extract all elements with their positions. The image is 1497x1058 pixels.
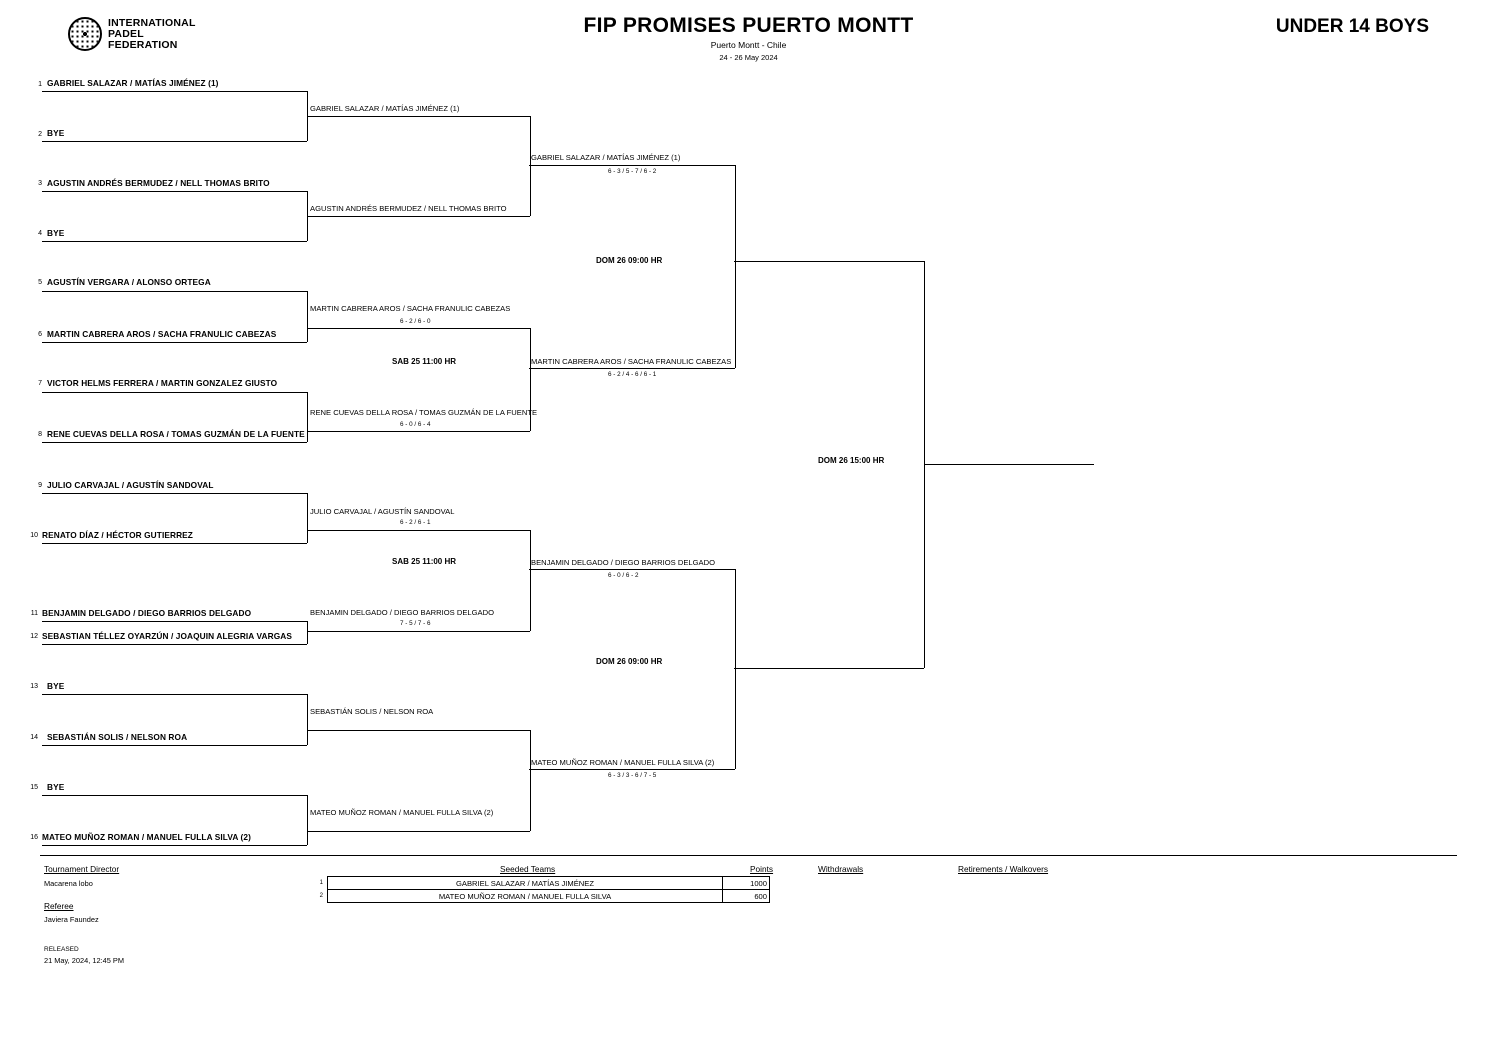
round1-entry: BYE — [47, 228, 65, 238]
seed-number: 14 — [30, 734, 38, 741]
round2-entry: BENJAMIN DELGADO / DIEGO BARRIOS DELGADO — [310, 608, 494, 617]
round2-entry: MARTIN CABRERA AROS / SACHA FRANULIC CABEZAS — [310, 304, 511, 313]
bracket-line — [307, 493, 308, 543]
withdrawals-label: Withdrawals — [818, 864, 864, 874]
footer-divider — [40, 855, 1457, 856]
bracket-line — [530, 730, 531, 831]
bracket-line — [529, 368, 735, 369]
bracket-line — [42, 392, 307, 393]
table-row — [307, 890, 770, 903]
released-label: RELEASED — [44, 946, 79, 953]
seed-number: 9 — [38, 482, 42, 489]
bracket-line — [307, 795, 308, 845]
round3-entry: MARTIN CABRERA AROS / SACHA FRANULIC CABEZAS — [531, 357, 732, 366]
bracket-line — [924, 464, 1094, 465]
tournament-dates: 24 - 26 May 2024 — [719, 53, 778, 62]
released-value: 21 May, 2024, 12:45 PM — [44, 956, 124, 965]
round3-score: 6 - 2 / 4 - 6 / 6 - 1 — [608, 371, 657, 378]
round2-entry: GABRIEL SALAZAR / MATÍAS JIMÉNEZ (1) — [310, 104, 460, 113]
bracket-line — [307, 694, 308, 745]
round2-entry: JULIO CARVAJAL / AGUSTÍN SANDOVAL — [310, 507, 455, 516]
seed-rank: 2 — [319, 893, 323, 899]
bracket-line — [529, 569, 735, 570]
round3-entry: MATEO MUÑOZ ROMAN / MANUEL FULLA SILVA (2) — [531, 758, 715, 767]
bracket-line — [42, 291, 307, 292]
seed-number: 15 — [30, 784, 38, 791]
round1-entry: AGUSTÍN VERGARA / ALONSO ORTEGA — [47, 277, 211, 287]
bracket-line — [735, 165, 736, 368]
round2-score: 7 - 5 / 7 - 6 — [400, 620, 431, 627]
round1-entry: SEBASTIÁN SOLIS / NELSON ROA — [47, 732, 188, 742]
seed-number: 4 — [38, 230, 42, 237]
bracket-line — [42, 795, 307, 796]
round2-entry: RENE CUEVAS DELLA ROSA / TOMAS GUZMÁN DE LA FUENTE — [310, 408, 538, 417]
federation-line-1: INTERNATIONAL — [108, 16, 196, 29]
bracket-line — [42, 442, 307, 443]
bracket-line — [530, 328, 531, 431]
seed-rank: 1 — [319, 880, 323, 886]
bracket-line — [42, 745, 307, 746]
seed-number: 5 — [38, 279, 42, 286]
bracket-line — [529, 165, 735, 166]
round1-entry: SEBASTIAN TÉLLEZ OYARZÚN / JOAQUIN ALEGRIA VARGAS — [42, 631, 292, 641]
draw-category: UNDER 14 BOYS — [1275, 16, 1429, 37]
seed-number: 8 — [38, 431, 42, 438]
bracket-line — [42, 543, 307, 544]
round2-score: 6 - 0 / 6 - 4 — [400, 421, 431, 428]
round1-entry: GABRIEL SALAZAR / MATÍAS JIMÉNEZ (1) — [47, 78, 219, 88]
bracket-line — [42, 845, 307, 846]
bracket-line — [530, 116, 531, 216]
round2-score: 6 - 2 / 6 - 0 — [400, 318, 431, 325]
seed-number: 2 — [38, 131, 42, 138]
round1-entry: AGUSTIN ANDRÉS BERMUDEZ / NELL THOMAS BRITO — [47, 178, 270, 188]
round2-score: 6 - 2 / 6 - 1 — [400, 519, 431, 526]
bracket-line — [42, 621, 307, 622]
schedule-qf-bottom: SAB 25 11:00 HR — [392, 557, 457, 566]
round1-entry: BYE — [47, 782, 65, 792]
seed-number: 10 — [30, 532, 38, 539]
seeded-teams-label: Seeded Teams — [500, 864, 556, 874]
bracket-line — [42, 91, 307, 92]
bracket-line — [308, 631, 530, 632]
round1-entry: BENJAMIN DELGADO / DIEGO BARRIOS DELGADO — [42, 608, 252, 618]
referee-name: Javiera Faundez — [44, 915, 99, 924]
bracket-line — [308, 730, 530, 731]
round1-entry: JULIO CARVAJAL / AGUSTÍN SANDOVAL — [47, 480, 214, 490]
bracket-line — [734, 668, 924, 669]
round3-entry: BENJAMIN DELGADO / DIEGO BARRIOS DELGADO — [531, 558, 715, 567]
tournament-location: Puerto Montt - Chile — [710, 40, 787, 50]
bracket-line — [307, 291, 308, 342]
round3-score: 6 - 0 / 6 - 2 — [608, 572, 639, 579]
seed-team: MATEO MUÑOZ ROMAN / MANUEL FULLA SILVA — [328, 890, 723, 903]
bracket-line — [308, 431, 530, 432]
bracket-line — [42, 191, 307, 192]
bracket-line — [307, 392, 308, 442]
tournament-director-label: Tournament Director — [44, 864, 120, 874]
bracket-line — [42, 644, 307, 645]
seed-team: GABRIEL SALAZAR / MATÍAS JIMÉNEZ — [328, 877, 723, 890]
bracket-line — [42, 141, 307, 142]
points-label: Points — [750, 864, 774, 874]
bracket-line — [42, 493, 307, 494]
bracket-line — [734, 261, 924, 262]
seed-number: 12 — [30, 633, 38, 640]
seed-number: 13 — [30, 683, 38, 690]
round2-entry: SEBASTIÁN SOLIS / NELSON ROA — [310, 707, 434, 716]
schedule-final: DOM 26 15:00 HR — [818, 456, 885, 465]
round1-entry: MATEO MUÑOZ ROMAN / MANUEL FULLA SILVA (2) — [42, 832, 251, 842]
federation-line-3: FEDERATION — [108, 38, 178, 51]
round1-entry: BYE — [47, 681, 65, 691]
retirements-label: Retirements / Walkovers — [958, 864, 1049, 874]
bracket-line — [529, 769, 735, 770]
seed-points: 1000 — [723, 877, 770, 890]
tournament-director-name: Macarena lobo — [44, 879, 93, 888]
bracket-line — [735, 569, 736, 769]
round1-entry: BYE — [47, 128, 65, 138]
bracket-line — [42, 694, 307, 695]
bracket-line — [308, 116, 530, 117]
federation-line-2: PADEL — [108, 27, 144, 40]
seed-number: 6 — [38, 331, 42, 338]
seed-number: 3 — [38, 180, 42, 187]
seed-points: 600 — [723, 890, 770, 903]
round1-entry: MARTIN CABRERA AROS / SACHA FRANULIC CABEZAS — [47, 329, 277, 339]
seeded-teams-table — [307, 876, 770, 903]
seed-number: 1 — [38, 81, 42, 88]
schedule-sf-top: DOM 26 09:00 HR — [596, 256, 663, 265]
round3-entry: GABRIEL SALAZAR / MATÍAS JIMÉNEZ (1) — [531, 153, 681, 162]
bracket-line — [530, 530, 531, 631]
page-title: FIP PROMISES PUERTO MONTT — [583, 14, 914, 37]
round3-score: 6 - 3 / 3 - 6 / 7 - 5 — [608, 772, 657, 779]
bracket-line — [42, 241, 307, 242]
seed-number: 7 — [38, 380, 42, 387]
round2-entry: AGUSTIN ANDRÉS BERMUDEZ / NELL THOMAS BRITO — [310, 204, 507, 213]
bracket-line — [308, 328, 530, 329]
round1-entry: RENE CUEVAS DELLA ROSA / TOMAS GUZMÁN DE LA FUENTE — [47, 429, 305, 439]
round3-score: 6 - 3 / 5 - 7 / 6 - 2 — [608, 168, 657, 175]
bracket-line — [308, 831, 530, 832]
seed-number: 16 — [30, 834, 38, 841]
seed-number: 11 — [30, 610, 38, 617]
bracket-line — [307, 621, 308, 644]
table-row — [307, 877, 770, 890]
round1-entry: VICTOR HELMS FERRERA / MARTIN GONZALEZ GIUSTO — [47, 378, 278, 388]
schedule-sf-bottom: DOM 26 09:00 HR — [596, 657, 663, 666]
round2-entry: MATEO MUÑOZ ROMAN / MANUEL FULLA SILVA (2) — [310, 808, 494, 817]
round1-entry: RENATO DÍAZ / HÉCTOR GUTIERREZ — [42, 530, 193, 540]
bracket-line — [308, 530, 530, 531]
bracket-line — [42, 342, 307, 343]
referee-label: Referee — [44, 901, 74, 911]
bracket-line — [308, 216, 530, 217]
schedule-qf-top: SAB 25 11:00 HR — [392, 357, 457, 366]
